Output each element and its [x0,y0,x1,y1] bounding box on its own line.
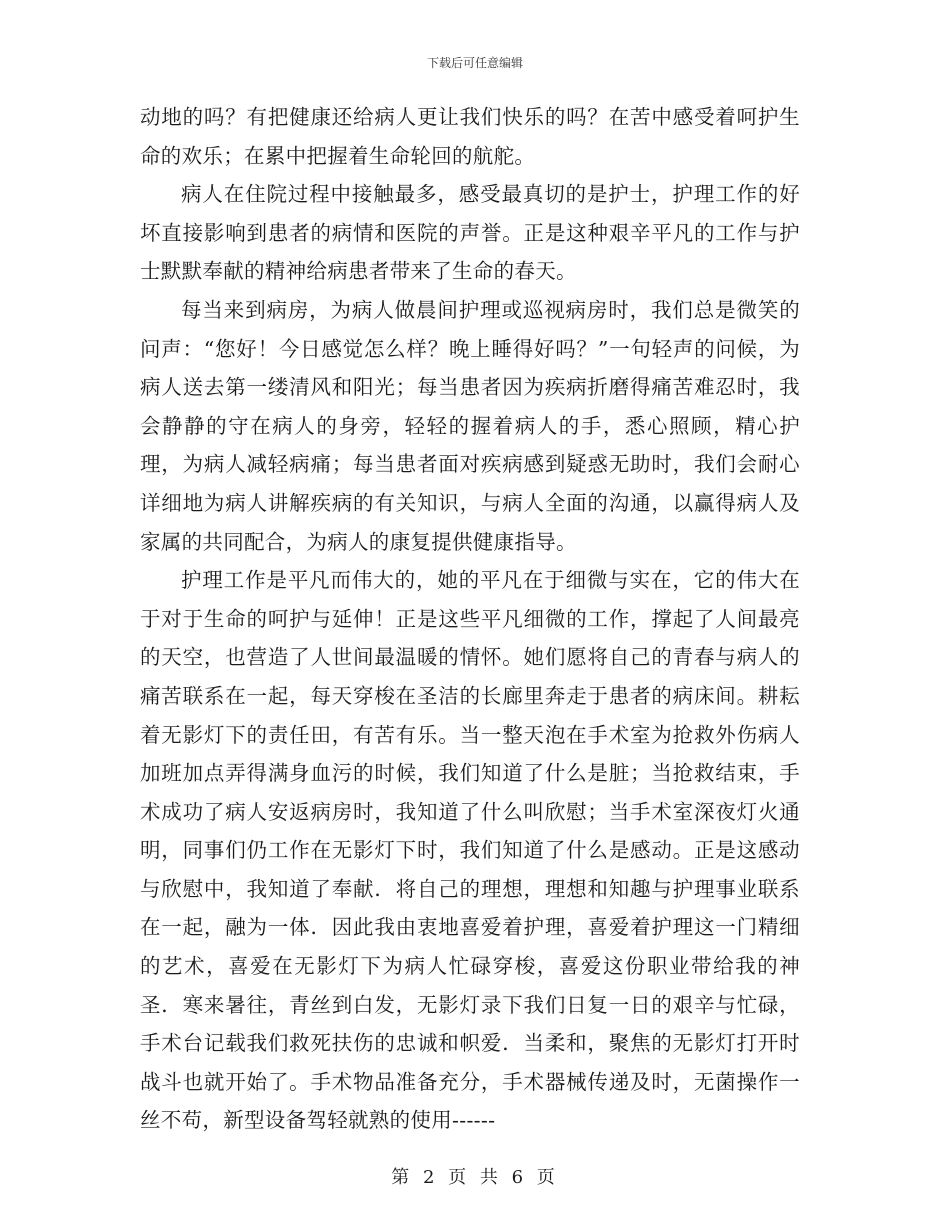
document-body [140,98,800,1140]
paragraph-3: 每当来到病房，为病人做晨间护理或巡视病房时，我们总是微笑的问声：“您好！今日感觉怎么样？晚上睡得好吗？”一句轻声的问候，为病人送去第一缕清风和阳光；每当患者因为疾病折磨得痛苦难忍时，我会静静的守在病人的身旁，轻轻的握着病人的手，悉心照顾，精心护理，为病人减轻病痛；每当患者面对疾病感到疑惑无助时，我们会耐心详细地为病人讲解疾病的有关知识，与病人全面的沟通，以赢得病人及家属的共同配合，为病人的康复提供健康指导。 [140,297,800,554]
paragraph-4: 护理工作是平凡而伟大的，她的平凡在于细微与实在，它的伟大在于对于生命的呵护与延伸！正是这些平凡细微的工作，撑起了人间最亮的天空，也营造了人世间最温暖的情怀。她们愿将自己的青春与病人的痛苦联系在一起，每天穿梭在圣洁的长廊里奔走于患者的病床间。耕耘着无影灯下的责任田，有苦有乐。当一整天泡在手术室为抢救外伤病人加班加点弄得满身血污的时候，我们知道了什么是脏；当抢救结束，手术成功了病人安返病房时，我知道了什么叫欣慰；当手术室深夜灯火通明，同事们仍工作在无影灯下时，我们知道了什么是感动。正是这感动与欣慰中，我知道了奉献．将自己的理想，理想和知趣与护理事业联系在一起，融为一体．因此我由衷地喜爱着护理，喜爱着护理这一门精细的艺术，喜爱在无影灯下为病人忙碌穿梭，喜爱这份职业带给我的神圣．寒来暑往，青丝到白发，无影灯录下我们日复一日的艰辛与忙碌，手术台记载我们救死扶伤的忠诚和帜爱．当柔和，聚焦的无影灯打开时战斗也就开始了。手术物品准备充分，手术器械传递及时，无菌操作一丝不苟，新型设备驾轻就熟的使用------ [140,568,800,1133]
page-footer: 第 2 页 共 6 页 [391,1167,559,1188]
paragraph-2: 病人在住院过程中接触最多，感受最真切的是护士，护理工作的好坏直接影响到患者的病情和医院的声誉。正是这种艰辛平凡的工作与护士默默奉献的精神给病患者带来了生命的春天。 [140,182,800,284]
paragraph-1: 动地的吗？有把健康还给病人更让我们快乐的吗？在苦中感受着呵护生命的欢乐；在累中把握着生命轮回的航舵。 [140,105,800,168]
page-header: 下载后可任意编辑 [426,56,523,70]
